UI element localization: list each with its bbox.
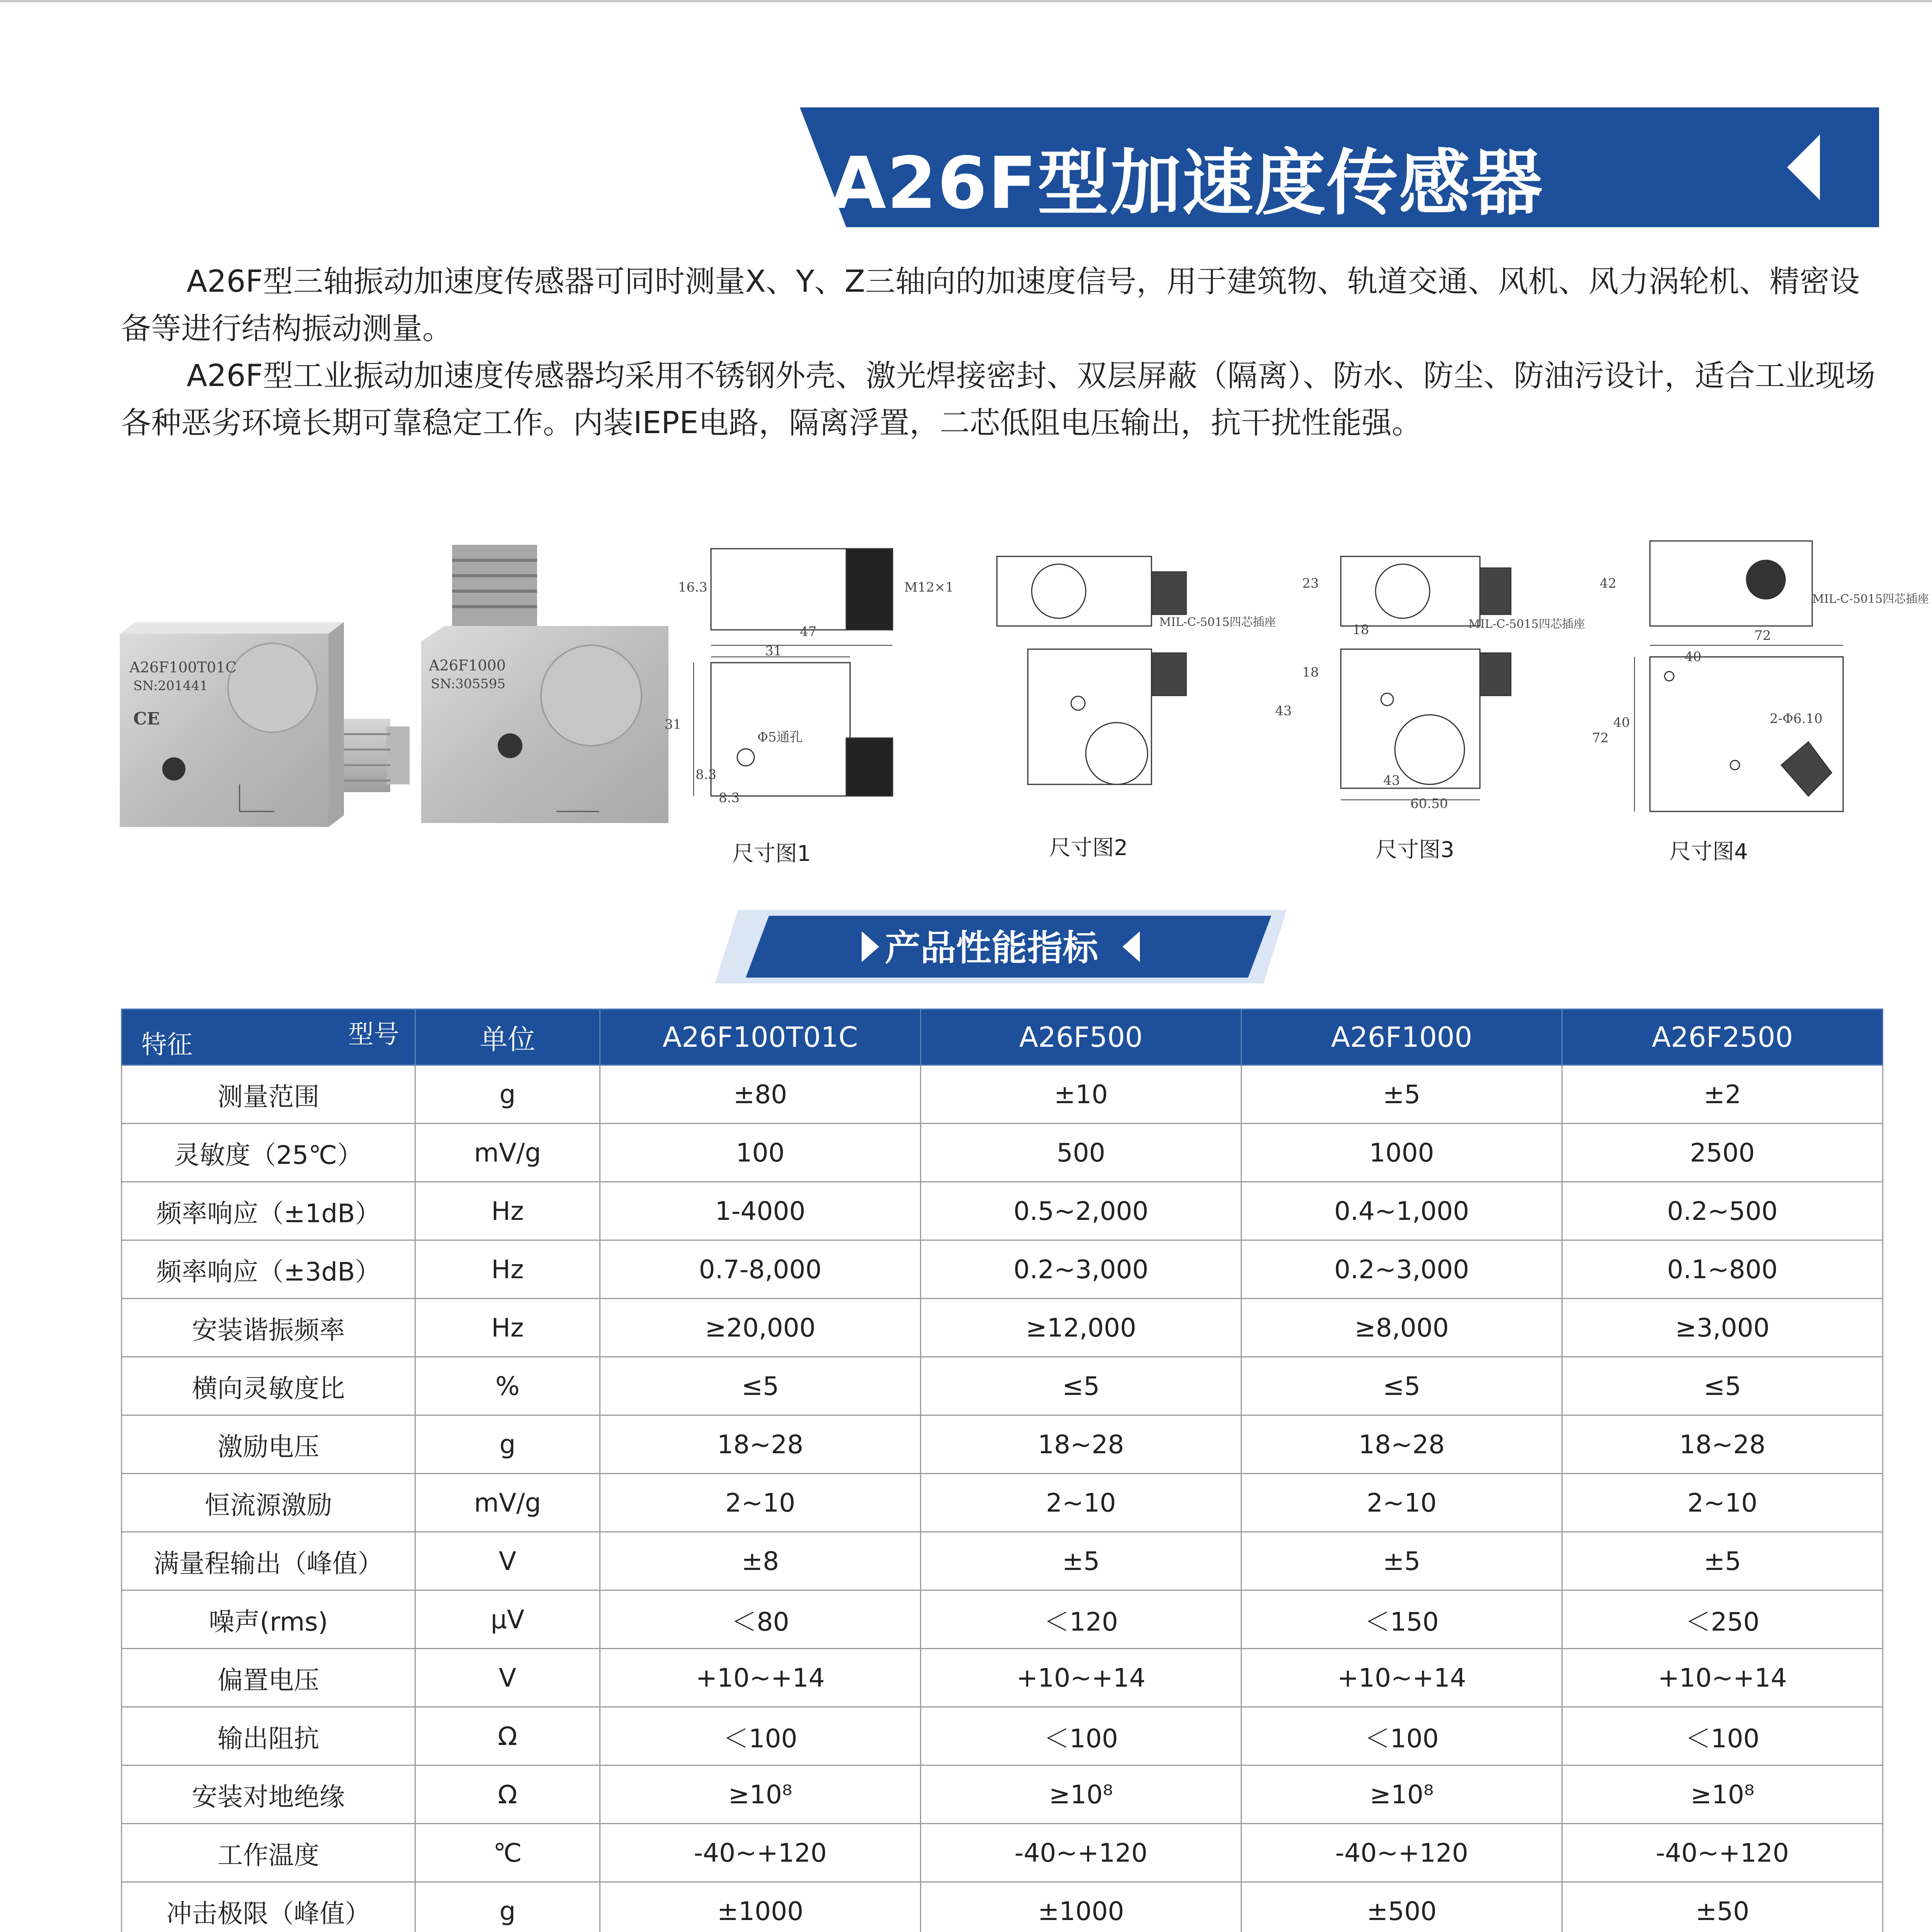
d4-hole-label: 2-Φ6.10 — [1770, 711, 1823, 726]
value-cell: ≤5 — [600, 1357, 921, 1415]
intro-paragraph-2: A26F型工业振动加速度传感器均采用不锈钢外壳、激光焊接密封、双层屏蔽（隔离）、防水、防尘、防油污设计，适合工业现场各种恶劣环境长期可靠稳定工作。内装IEPE电路，隔离浮置，二芯低阻电压输出，抗干扰性能强。 — [121, 359, 1876, 440]
value-cell: 1000 — [1242, 1124, 1562, 1182]
value-cell: -40~+120 — [1562, 1824, 1883, 1882]
value-cell: 2~10 — [1242, 1474, 1562, 1532]
spec-table — [121, 1009, 1883, 1932]
value-cell: ≥10⁸ — [921, 1765, 1242, 1824]
unit-cell: mV/g — [415, 1474, 600, 1532]
value-cell: ±50 — [1562, 1882, 1883, 1932]
table-row — [122, 1707, 1883, 1765]
feature-cell: 恒流源激励 — [122, 1474, 415, 1532]
feature-cell: 工作温度 — [122, 1824, 415, 1882]
unit-cell: V — [415, 1532, 600, 1590]
feature-cell: 横向灵敏度比 — [122, 1357, 415, 1415]
value-cell: 18~28 — [600, 1415, 921, 1474]
d4-h-label: 42 — [1600, 576, 1617, 591]
feature-cell: 偏置电压 — [122, 1649, 415, 1707]
model-header: A26F2500 — [1562, 1009, 1883, 1065]
d3-w3-label: 60.50 — [1410, 796, 1448, 811]
section-title: 产品性能指标 — [885, 927, 1099, 969]
table-row — [122, 1415, 1883, 1474]
table-row — [122, 1590, 1883, 1649]
dimension-drawing-2 — [989, 549, 1283, 811]
d3-w2-label: 43 — [1383, 773, 1400, 788]
value-cell: ±5 — [1562, 1532, 1883, 1590]
feature-cell: 安装对地绝缘 — [122, 1765, 415, 1824]
value-cell: ＜80 — [600, 1590, 921, 1649]
value-cell: 1-4000 — [600, 1182, 921, 1240]
value-cell: 0.1~800 — [1562, 1240, 1883, 1299]
unit-cell: Hz — [415, 1240, 600, 1299]
table-row — [122, 1649, 1883, 1707]
value-cell: ＜100 — [921, 1707, 1242, 1765]
value-cell: 2500 — [1562, 1124, 1883, 1182]
feature-cell: 冲击极限（峰值） — [122, 1882, 415, 1932]
unit-cell: Hz — [415, 1299, 600, 1357]
value-cell: ≥10⁸ — [1562, 1765, 1883, 1824]
feature-cell: 灵敏度（25℃） — [122, 1124, 415, 1182]
table-row — [122, 1065, 1883, 1124]
value-cell: ＜100 — [600, 1707, 921, 1765]
unit-cell: g — [415, 1415, 600, 1474]
value-cell: ＜150 — [1242, 1590, 1562, 1649]
table-row — [122, 1882, 1883, 1932]
value-cell: 2~10 — [600, 1474, 921, 1532]
value-cell: 0.7-8,000 — [600, 1240, 921, 1299]
spec-table-body — [122, 1065, 1883, 1932]
unit-cell: μV — [415, 1590, 600, 1649]
value-cell: 18~28 — [921, 1415, 1242, 1474]
value-cell: ±80 — [600, 1065, 921, 1124]
table-row — [122, 1240, 1883, 1299]
d4-w2-label: 40 — [1685, 649, 1702, 665]
value-cell: ≤5 — [921, 1357, 1242, 1415]
d3-h1-label: 23 — [1302, 576, 1319, 591]
value-cell: ＜120 — [921, 1590, 1242, 1649]
unit-cell: Hz — [415, 1182, 600, 1240]
feature-cell: 激励电压 — [122, 1415, 415, 1474]
model-header: A26F100T01C — [600, 1009, 921, 1065]
value-cell: ±1000 — [921, 1882, 1242, 1932]
feature-cell: 输出阻抗 — [122, 1707, 415, 1765]
table-row — [122, 1765, 1883, 1824]
unit-cell: ℃ — [415, 1824, 600, 1882]
drawing-caption-4: 尺寸图4 — [1669, 839, 1748, 864]
value-cell: 2~10 — [1562, 1474, 1883, 1532]
value-cell: ≥10⁸ — [600, 1765, 921, 1824]
value-cell: ±2 — [1562, 1065, 1883, 1124]
value-cell: 0.5~2,000 — [921, 1182, 1242, 1240]
d1-offset-a-label: 8.3 — [696, 767, 717, 782]
value-cell: 0.2~3,000 — [921, 1240, 1242, 1299]
page-title: A26F型加速度传感器 — [831, 141, 1543, 225]
table-row — [122, 1182, 1883, 1240]
d4-h2-label: 40 — [1613, 715, 1630, 730]
value-cell: 0.4~1,000 — [1242, 1182, 1562, 1240]
value-cell: 100 — [600, 1124, 921, 1182]
d1-height-label: 31 — [665, 717, 682, 732]
value-cell: +10~+14 — [921, 1649, 1242, 1707]
corner-feature-label: 特征 — [141, 1030, 192, 1060]
d3-h2-label: 18 — [1302, 665, 1319, 680]
unit-cell: g — [415, 1065, 600, 1124]
feature-cell: 频率响应（±3dB） — [122, 1240, 415, 1299]
value-cell: ±10 — [921, 1065, 1242, 1124]
value-cell: -40~+120 — [921, 1824, 1242, 1882]
value-cell: -40~+120 — [1242, 1824, 1562, 1882]
value-cell: ±500 — [1242, 1882, 1562, 1932]
table-row — [122, 1824, 1883, 1882]
unit-cell: Ω — [415, 1707, 600, 1765]
photo1-model-label: A26F100T01C — [129, 659, 237, 676]
value-cell: ≥10⁸ — [1242, 1765, 1562, 1824]
feature-cell: 频率响应（±1dB） — [122, 1182, 415, 1240]
unit-header: 单位 — [415, 1009, 600, 1065]
unit-cell: V — [415, 1649, 600, 1707]
unit-cell: % — [415, 1357, 600, 1415]
table-header-row — [122, 1009, 1883, 1065]
value-cell: 2~10 — [921, 1474, 1242, 1532]
value-cell: ≥3,000 — [1562, 1299, 1883, 1357]
value-cell: ＜100 — [1242, 1707, 1562, 1765]
d1-thread-label: M12×1 — [904, 580, 954, 595]
feature-cell: 噪声(rms) — [122, 1590, 415, 1649]
corner-model-label: 型号 — [348, 1019, 399, 1049]
table-corner-header — [122, 1009, 415, 1065]
d4-h3-label: 72 — [1592, 730, 1609, 746]
value-cell: 18~28 — [1562, 1415, 1883, 1474]
table-row — [122, 1357, 1883, 1415]
dimension-drawing-4 — [1592, 533, 1901, 819]
value-cell: ≤5 — [1562, 1357, 1883, 1415]
value-cell: ≤5 — [1242, 1357, 1562, 1415]
top-rule — [0, 0, 1932, 2]
intro-paragraph-1: A26F型三轴振动加速度传感器可同时测量X、Y、Z三轴向的加速度信号，用于建筑物、轨道交通、风机、风力涡轮机、精密设备等进行结构振动测量。 — [121, 264, 1860, 346]
value-cell: ＜100 — [1562, 1707, 1883, 1765]
value-cell: ≥20,000 — [600, 1299, 921, 1357]
value-cell: +10~+14 — [1562, 1649, 1883, 1707]
value-cell: ＜250 — [1562, 1590, 1883, 1649]
value-cell: 18~28 — [1242, 1415, 1562, 1474]
d1-width2-label: 31 — [765, 643, 782, 659]
table-row — [122, 1299, 1883, 1357]
value-cell: 500 — [921, 1124, 1242, 1182]
d4-w-label: 72 — [1754, 628, 1771, 643]
unit-cell: g — [415, 1882, 600, 1932]
d3-connector-label: MIL-C-5015四芯插座 — [1468, 617, 1585, 631]
photo2-sn-label: SN:305595 — [431, 676, 506, 692]
dimension-drawing-3 — [1302, 549, 1604, 815]
intro-text — [121, 258, 1883, 447]
photo2-model-label: A26F1000 — [429, 657, 506, 674]
table-row — [122, 1124, 1883, 1182]
d1-width-label: 47 — [800, 624, 817, 639]
table-row — [122, 1474, 1883, 1532]
feature-cell: 测量范围 — [122, 1065, 415, 1124]
drawing-caption-2: 尺寸图2 — [1049, 835, 1128, 861]
value-cell: -40~+120 — [600, 1824, 921, 1882]
table-row — [122, 1532, 1883, 1590]
d2-connector-label: MIL-C-5015四芯插座 — [1159, 616, 1276, 629]
drawing-caption-1: 尺寸图1 — [732, 841, 811, 866]
value-cell: 0.2~3,000 — [1242, 1240, 1562, 1299]
unit-cell: mV/g — [415, 1124, 600, 1182]
value-cell: +10~+14 — [1242, 1649, 1562, 1707]
d1-hole-label: Φ5通孔 — [757, 730, 803, 745]
value-cell: ≥12,000 — [921, 1299, 1242, 1357]
d4-connector-label: MIL-C-5015四芯插座 — [1812, 592, 1929, 606]
photo1-sn-label: SN:201441 — [133, 678, 208, 694]
d3-h3-label: 43 — [1275, 703, 1292, 719]
value-cell: ≥8,000 — [1242, 1299, 1562, 1357]
value-cell: ±8 — [600, 1532, 921, 1590]
d3-w1-label: 18 — [1352, 622, 1369, 638]
model-header: A26F1000 — [1242, 1009, 1562, 1065]
d1-height2-label: 16.3 — [678, 580, 707, 595]
unit-cell: Ω — [415, 1765, 600, 1824]
value-cell: +10~+14 — [600, 1649, 921, 1707]
photo1-ce-mark: CE — [133, 709, 160, 729]
model-header: A26F500 — [921, 1009, 1242, 1065]
drawing-caption-3: 尺寸图3 — [1376, 837, 1454, 862]
product-photo-a26f100t01c — [120, 622, 413, 831]
value-cell: ±5 — [1242, 1065, 1562, 1124]
value-cell: ±5 — [1242, 1532, 1562, 1590]
value-cell: ±5 — [921, 1532, 1242, 1590]
value-cell: ±1000 — [600, 1882, 921, 1932]
d1-offset-b-label: 8.3 — [719, 790, 740, 806]
feature-cell: 满量程输出（峰值） — [122, 1532, 415, 1590]
feature-cell: 安装谐振频率 — [122, 1299, 415, 1357]
value-cell: 0.2~500 — [1562, 1182, 1883, 1240]
